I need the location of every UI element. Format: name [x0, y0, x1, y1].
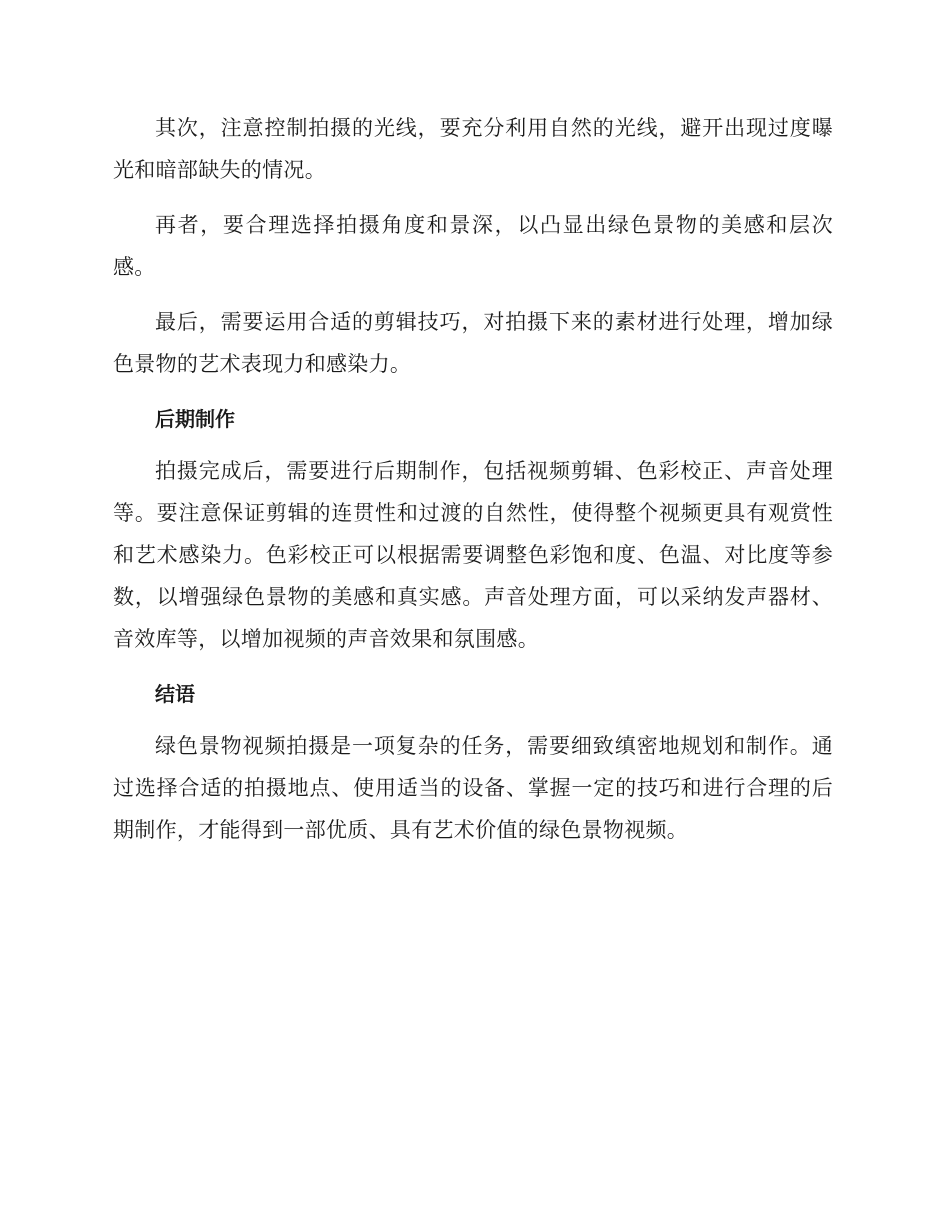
heading-conclusion: 结语 [155, 682, 195, 706]
document-page [113, 107, 833, 864]
paragraph-editing-skills: 最后，需要运用合适的剪辑技巧，对拍摄下来的素材进行处理，增加绿色景物的艺术表现力和感染力。 [113, 310, 833, 376]
paragraph-conclusion: 绿色景物视频拍摄是一项复杂的任务，需要细致缜密地规划和制作。通过选择合适的拍摄地点、使用适当的设备、掌握一定的技巧和进行合理的后期制作，才能得到一部优质、具有艺术价值的绿色景物视频。 [113, 734, 833, 842]
paragraph-angle-depth: 再者，要合理选择拍摄角度和景深，以凸显出绿色景物的美感和层次感。 [113, 213, 833, 279]
paragraph-lighting: 其次，注意控制拍摄的光线，要充分利用自然的光线，避开出现过度曝光和暗部缺失的情况。 [113, 116, 833, 182]
paragraph-post-production: 拍摄完成后，需要进行后期制作，包括视频剪辑、色彩校正、声音处理等。要注意保证剪辑的连贯性和过渡的自然性，使得整个视频更具有观赏性和艺术感染力。色彩校正可以根据需要调整色彩饱和度、色温、对比度等参数，以增强绿色景物的美感和真实感。声音处理方面，可以采纳发声器材、音效库等，以增加视频的声音效果和氛围感。 [113, 459, 833, 651]
heading-post-production: 后期制作 [155, 407, 235, 431]
